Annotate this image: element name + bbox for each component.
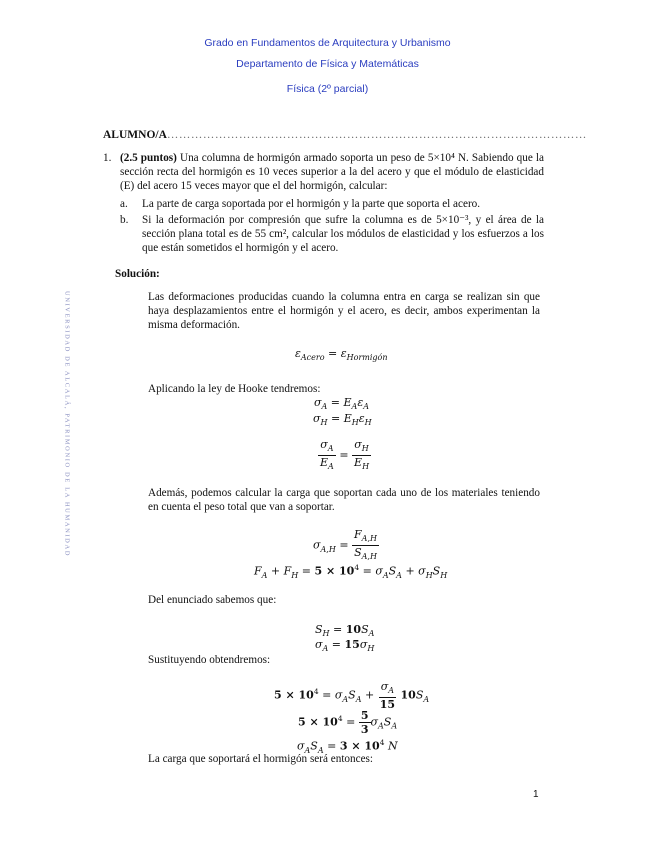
solution-paragraph-3: Además, podemos calcular la carga que soportan cada uno de los materiales teniendo en cuenta el peso total que van a soportar. — [148, 487, 540, 513]
header-course: Física (2º parcial) — [286, 83, 369, 95]
equation-substitution-1: $5 \times 10^4 = \sigma_AS_A$ + $\frac{\sigma_A}{15}$ $10S_A$ — [274, 680, 430, 712]
question-points: (2.5 puntos) — [120, 152, 177, 164]
side-watermark: UNIVERSIDAD DE ALCALÁ, PATRIMONIO DE LA HUMANIDAD — [63, 290, 71, 558]
student-line: ALUMNO/A…………………………………………………………………………………………… — [103, 129, 587, 141]
equation-stress-ratio: $\frac{\sigma_A}{E_A}$ = $\frac{\sigma_H}{E_H}$ — [320, 438, 370, 472]
question-statement: Una columna de hormigón armado soporta un peso de 5×10⁴ N. Sabiendo que la sección recta del hormigón es 10 veces superior a la del acero y que el módulo de elasticidad (E) del acero 15 veces mayor que el del hormigón, calcular: — [120, 152, 544, 192]
equation-total-load: $F_A + F_H = 5 \times 10^4 = \sigma_AS_A + \sigma_HS_H$ — [254, 563, 448, 580]
equation-stress-steel: $\sigma_A = 15\sigma_H$ — [315, 638, 375, 654]
solution-title: Solución: — [115, 268, 160, 280]
page-number: 1 — [533, 789, 539, 800]
header-department: Departamento de Física y Matemáticas — [236, 58, 419, 70]
equation-equal-strain: $\varepsilon_{Acero} = \varepsilon_{Hormigón}$ — [295, 347, 388, 363]
equation-hooke-concrete: $\sigma_H = E_H\varepsilon_H$ — [313, 412, 372, 428]
solution-paragraph-6: La carga que soportará el hormigón será entonces: — [148, 753, 374, 765]
equation-hooke-steel: $\sigma_A = E_A\varepsilon_A$ — [314, 396, 370, 412]
solution-paragraph-1: Las deformaciones producidas cuando la columna entra en carga se realizan sin que haya desplazamientos entre el hormigón y el acero, es decir, ambos experimentan la misma deformación. — [148, 291, 540, 331]
equation-stress-definition: $\sigma_{A,H}$ = $\frac{F_{A,H}}{S_{A,H}}$ — [313, 528, 377, 562]
equation-substitution-2: $5 \times 10^4$ = $\frac{5}{3}$ $\sigma_AS_A$ — [298, 709, 398, 736]
solution-paragraph-4: Del enunciado sabemos que: — [148, 594, 277, 606]
equation-area-ratio: $S_H = 10S_A$ — [315, 623, 375, 639]
solution-paragraph-2: Aplicando la ley de Hooke tendremos: — [148, 383, 321, 395]
header-degree: Grado en Fundamentos de Arquitectura y Urbanismo — [204, 37, 451, 49]
solution-paragraph-5: Sustituyendo obtendremos: — [148, 654, 271, 666]
equation-steel-load: $\sigma_AS_A = 3 \times 10^4$ N — [297, 738, 398, 755]
